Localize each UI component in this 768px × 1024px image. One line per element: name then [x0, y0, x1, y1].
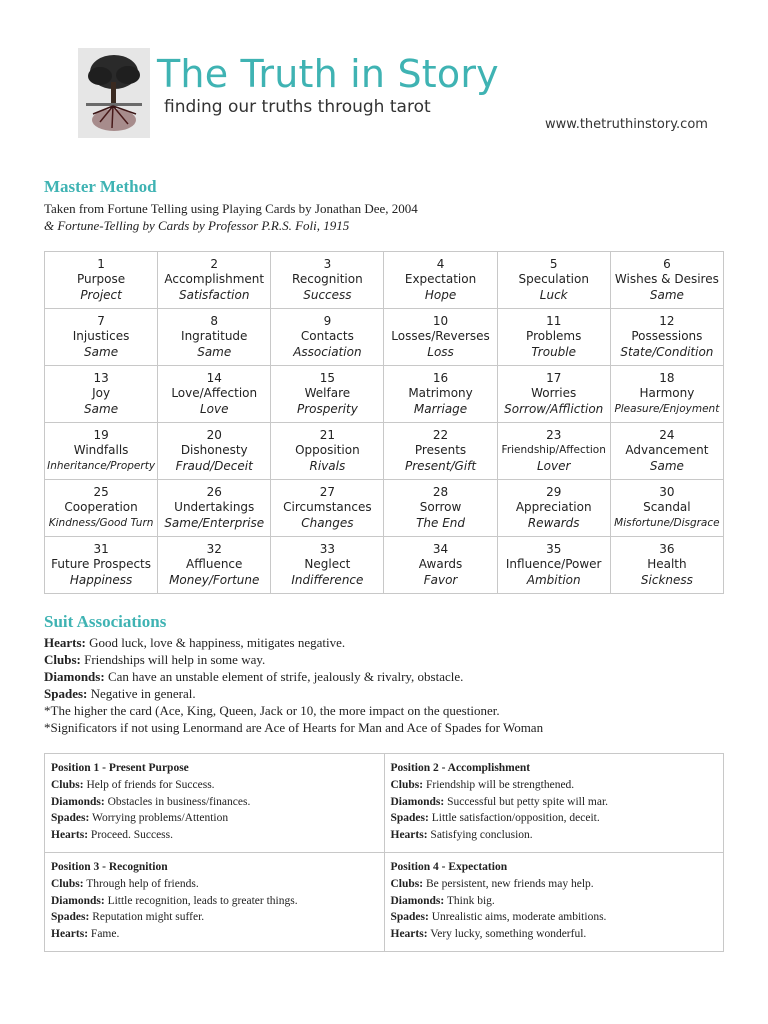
position-name: Windfalls — [73, 443, 129, 458]
logo — [78, 48, 150, 138]
hearts-text: Fame. — [88, 928, 120, 941]
position-cell-15 — [271, 366, 384, 423]
grid-row — [45, 537, 724, 594]
position-name: Recognition — [292, 272, 363, 287]
position-name: Friendship/Affection — [501, 444, 606, 457]
source-line-1: Taken from Fortune Telling using Playing Cards by Jonathan Dee, 2004 — [44, 201, 418, 216]
clubs-label: Clubs: — [390, 877, 424, 890]
position-name: Future Prospects — [51, 557, 152, 572]
brand-title: The Truth in Story — [157, 52, 499, 96]
hearts-line — [51, 827, 378, 844]
position-number: 1 — [97, 256, 105, 271]
position-name: Circumstances — [283, 500, 372, 515]
position-meaning: Same — [649, 287, 684, 302]
clubs-text: Through help of friends. — [83, 877, 199, 890]
suit-associations-list — [44, 634, 744, 736]
spades-text: Worrying problems/Attention — [89, 812, 229, 825]
source-citation — [44, 200, 418, 234]
position-cell-31 — [45, 537, 158, 594]
grid-row — [45, 480, 724, 537]
position-number: 19 — [93, 427, 109, 442]
source-line-2: & Fortune-Telling by Cards by Professor P.R.S. Foli, 1915 — [44, 218, 350, 233]
grid-row — [45, 423, 724, 480]
spades-line — [391, 909, 718, 926]
diamonds-label: Diamonds: — [51, 795, 105, 808]
position-cell-21 — [271, 423, 384, 480]
position-name: Health — [647, 557, 687, 572]
diamonds-label: Diamonds: — [390, 894, 445, 907]
position-cell-9 — [271, 309, 384, 366]
hearts-label: Hearts: — [390, 829, 428, 842]
position-meaning: Lover — [536, 458, 571, 473]
spades-line — [51, 810, 378, 827]
position-title: Position 3 - Recognition — [51, 860, 168, 873]
position-cell-30 — [610, 480, 723, 537]
position-cell-34 — [384, 537, 497, 594]
position-name: Wishes & Desires — [614, 272, 719, 287]
diamonds-text: Think big. — [444, 894, 495, 907]
position-meaning: Project — [80, 287, 122, 302]
spades-text: Little satisfaction/opposition, deceit. — [428, 812, 600, 825]
spades-label: Spades: — [44, 686, 88, 701]
hearts-label: Hearts: — [51, 928, 89, 941]
position-name: Worries — [531, 386, 577, 401]
position-meaning: Changes — [301, 515, 354, 530]
position-meaning: Marriage — [413, 401, 468, 416]
grid-row — [45, 252, 724, 309]
position-cell-32 — [158, 537, 271, 594]
position-cell-6 — [610, 252, 723, 309]
diamonds-line — [51, 893, 378, 910]
position-cell-36 — [610, 537, 723, 594]
position-number: 36 — [659, 541, 675, 556]
website-link[interactable]: www.thetruthinstory.com — [545, 117, 708, 132]
spades-text: Unrealistic aims, moderate ambitions. — [428, 911, 607, 924]
positions-table — [44, 753, 724, 952]
position-name: Contacts — [300, 329, 354, 344]
position-cell-12 — [610, 309, 723, 366]
position-cell-18 — [610, 366, 723, 423]
spades-label: Spades: — [51, 911, 90, 924]
hearts-text: Proceed. Success. — [88, 829, 173, 842]
position-number: 28 — [432, 484, 449, 499]
position-meaning: Luck — [539, 287, 568, 302]
position-meaning: Rivals — [309, 458, 346, 473]
position-meaning: Misfortune/Disgrace — [614, 516, 720, 529]
position-name: Ingratitude — [181, 329, 248, 344]
position-cell-28 — [384, 480, 497, 537]
suit-associations-heading: Suit Associations — [44, 612, 167, 631]
clubs-label: Clubs: — [51, 877, 84, 890]
position-number: 17 — [546, 370, 562, 385]
position-number: 13 — [93, 370, 109, 385]
position-meaning: Fraud/Deceit — [175, 458, 253, 473]
position-4-cell — [384, 852, 724, 951]
position-number: 23 — [546, 427, 562, 442]
hearts-label: Hearts: — [44, 635, 86, 650]
position-number: 5 — [549, 256, 558, 271]
position-1-cell — [45, 754, 385, 853]
clubs-label: Clubs: — [51, 778, 84, 791]
position-number: 31 — [93, 541, 109, 556]
position-name: Joy — [92, 386, 111, 401]
spades-line — [391, 810, 718, 827]
position-3-cell — [45, 852, 385, 951]
position-cell-33 — [271, 537, 384, 594]
hearts-line — [51, 926, 378, 943]
position-number: 14 — [206, 370, 222, 385]
clubs-line — [391, 876, 718, 893]
brand-tagline: finding our truths through tarot — [164, 97, 431, 117]
position-meaning: State/Condition — [620, 344, 714, 359]
position-meaning: Kindness/Good Turn — [48, 516, 154, 529]
position-name: Influence/Power — [505, 557, 602, 572]
position-name: Appreciation — [515, 500, 592, 515]
hearts-line — [391, 926, 718, 943]
position-meaning: Same/Enterprise — [164, 515, 265, 530]
position-name: Presents — [414, 443, 467, 458]
clubs-line — [51, 777, 378, 794]
position-name: Possessions — [631, 329, 703, 344]
position-meaning: Indifference — [291, 572, 364, 587]
diamonds-label: Diamonds: — [51, 894, 105, 907]
spades-label: Spades: — [390, 911, 429, 924]
suit-clubs — [44, 651, 744, 668]
position-cell-2 — [158, 252, 271, 309]
position-meaning: Same — [197, 344, 232, 359]
spades-text: Negative in general. — [87, 686, 196, 701]
position-number: 18 — [659, 370, 675, 385]
position-meaning: Same — [649, 458, 684, 473]
position-meaning: Success — [303, 287, 352, 302]
position-name: Neglect — [304, 557, 351, 572]
position-meaning: Satisfaction — [179, 287, 250, 302]
note-significators: *Significators if not using Lenormand are Ace of Hearts for Man and Ace of Spades for Woman — [44, 720, 544, 735]
diamonds-line — [391, 794, 718, 811]
position-meaning: Present/Gift — [404, 458, 477, 473]
position-name: Awards — [418, 557, 463, 572]
position-number: 7 — [97, 313, 105, 328]
position-cell-35 — [497, 537, 610, 594]
position-meaning: Money/Fortune — [169, 572, 260, 587]
position-meaning: Love — [199, 401, 229, 416]
hearts-label: Hearts: — [390, 928, 428, 941]
position-number: 12 — [659, 313, 675, 328]
suit-hearts — [44, 634, 744, 651]
diamonds-label: Diamonds: — [44, 669, 105, 684]
position-cell-11 — [497, 309, 610, 366]
position-cell-19 — [45, 423, 158, 480]
position-name: Dishonesty — [180, 443, 248, 458]
position-title: Position 2 - Accomplishment — [390, 762, 531, 774]
spades-label: Spades: — [390, 812, 429, 825]
position-cell-16 — [384, 366, 497, 423]
suit-diamonds — [44, 668, 744, 685]
position-meaning: Favor — [423, 572, 458, 587]
position-name: Losses/Reverses — [391, 329, 490, 344]
position-name: Affluence — [186, 557, 243, 572]
master-method-grid — [44, 251, 724, 594]
position-cell-29 — [497, 480, 610, 537]
diamonds-line — [391, 893, 718, 910]
position-number: 20 — [206, 427, 222, 442]
clubs-label: Clubs: — [390, 778, 424, 791]
position-name: Matrimony — [408, 386, 473, 401]
position-number: 15 — [319, 370, 336, 385]
position-meaning: Sickness — [640, 572, 693, 587]
position-name: Sorrow — [419, 500, 462, 515]
position-cell-1 — [45, 252, 158, 309]
position-cell-14 — [158, 366, 271, 423]
hearts-label: Hearts: — [51, 829, 89, 842]
position-cell-22 — [384, 423, 497, 480]
position-cell-13 — [45, 366, 158, 423]
position-title: Position 1 - Present Purpose — [51, 762, 189, 774]
position-cell-3 — [271, 252, 384, 309]
position-number: 32 — [206, 541, 222, 556]
position-name: Advancement — [625, 443, 709, 458]
hearts-text: Satisfying conclusion. — [427, 829, 533, 842]
position-name: Love/Affection — [171, 386, 258, 401]
position-name: Accomplishment — [164, 272, 265, 287]
position-meaning: Ambition — [526, 572, 581, 587]
grid-row — [45, 366, 724, 423]
clubs-line — [51, 876, 378, 893]
position-2-cell — [384, 754, 724, 853]
position-cell-24 — [610, 423, 723, 480]
position-cell-7 — [45, 309, 158, 366]
position-number: 35 — [546, 541, 562, 556]
position-name: Welfare — [304, 386, 351, 401]
spades-label: Spades: — [51, 812, 90, 825]
position-meaning: Same — [84, 344, 119, 359]
clubs-text: Be persistent, new friends may help. — [423, 877, 594, 890]
position-meaning: Hope — [424, 287, 457, 302]
position-cell-4 — [384, 252, 497, 309]
position-number: 9 — [323, 313, 332, 328]
position-cell-17 — [497, 366, 610, 423]
position-name: Injustices — [72, 329, 130, 344]
position-cell-20 — [158, 423, 271, 480]
tree-icon — [78, 48, 150, 138]
position-number: 2 — [210, 256, 219, 271]
position-number: 16 — [432, 370, 449, 385]
position-meaning: Pleasure/Enjoyment — [614, 402, 720, 415]
position-number: 29 — [546, 484, 562, 499]
spades-line — [51, 909, 378, 926]
position-name: Expectation — [404, 272, 477, 287]
diamonds-text: Little recognition, leads to greater things. — [104, 894, 298, 907]
position-cell-10 — [384, 309, 497, 366]
position-meaning: Sorrow/Affliction — [504, 401, 604, 416]
clubs-label: Clubs: — [44, 652, 81, 667]
positions-row — [45, 852, 724, 951]
position-number: 33 — [319, 541, 336, 556]
position-name: Cooperation — [64, 500, 138, 515]
position-name: Harmony — [639, 386, 695, 401]
position-meaning: Trouble — [531, 344, 577, 359]
position-cell-25 — [45, 480, 158, 537]
clubs-text: Friendship will be strengthened. — [423, 778, 575, 791]
position-number: 6 — [663, 256, 671, 271]
grid-row — [45, 309, 724, 366]
note-card-impact: *The higher the card (Ace, King, Queen, Jack or 10, the more impact on the questioner. — [44, 703, 500, 718]
spades-text: Reputation might suffer. — [89, 911, 205, 924]
hearts-text: Very lucky, something wonderful. — [427, 928, 587, 941]
position-number: 22 — [432, 427, 449, 442]
suit-spades — [44, 685, 744, 702]
position-name: Problems — [526, 329, 582, 344]
position-number: 30 — [659, 484, 675, 499]
position-number: 4 — [436, 256, 445, 271]
position-meaning: Association — [293, 344, 362, 359]
position-number: 8 — [210, 313, 219, 328]
position-name: Undertakings — [174, 500, 255, 515]
position-cell-26 — [158, 480, 271, 537]
position-name: Speculation — [518, 272, 589, 287]
position-number: 21 — [319, 427, 336, 442]
position-number: 10 — [432, 313, 449, 328]
position-meaning: Rewards — [527, 515, 580, 530]
position-number: 11 — [546, 313, 562, 328]
clubs-text: Help of friends for Success. — [83, 778, 215, 791]
position-number: 25 — [93, 484, 109, 499]
position-meaning: Loss — [427, 344, 454, 359]
position-number: 24 — [659, 427, 675, 442]
position-name: Scandal — [643, 500, 691, 515]
position-number: 26 — [206, 484, 222, 499]
position-meaning: The End — [416, 515, 466, 530]
diamonds-text: Successful but petty spite will mar. — [444, 795, 609, 808]
master-method-heading: Master Method — [44, 177, 157, 196]
position-number: 34 — [432, 541, 449, 556]
position-number: 27 — [319, 484, 336, 499]
hearts-text: Good luck, love & happiness, mitigates negative. — [85, 635, 346, 650]
position-meaning: Prosperity — [296, 401, 358, 416]
diamonds-label: Diamonds: — [390, 795, 445, 808]
position-cell-27 — [271, 480, 384, 537]
clubs-line — [391, 777, 718, 794]
positions-row — [45, 754, 724, 853]
position-meaning: Same — [84, 401, 119, 416]
diamonds-line — [51, 794, 378, 811]
diamonds-text: Can have an unstable element of strife, jealously & rivalry, obstacle. — [104, 669, 464, 684]
position-meaning: Happiness — [69, 572, 133, 587]
position-cell-23 — [497, 423, 610, 480]
position-meaning: Inheritance/Property — [47, 459, 156, 472]
position-title: Position 4 - Expectation — [390, 860, 508, 873]
position-name: Purpose — [76, 272, 126, 287]
position-number: 3 — [323, 256, 332, 271]
hearts-line — [391, 827, 718, 844]
position-cell-5 — [497, 252, 610, 309]
diamonds-text: Obstacles in business/finances. — [104, 795, 251, 808]
clubs-text: Friendships will help in some way. — [80, 652, 266, 667]
position-cell-8 — [158, 309, 271, 366]
position-name: Opposition — [295, 443, 360, 458]
